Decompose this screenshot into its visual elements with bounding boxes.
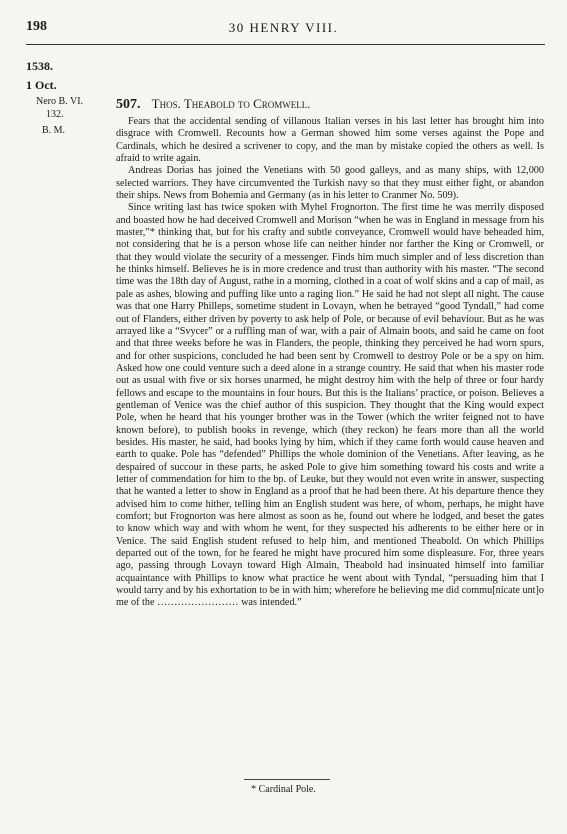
footnote-rule <box>244 779 330 780</box>
running-title: 30 HENRY VIII. <box>228 20 339 35</box>
margin-reference: B. M. <box>42 125 66 136</box>
paragraph: Fears that the accidental sending of villanous Italian verses in his last letter has brought him into disgrace with Cromwell. Recounts how a German showed him some verses against the Pope and Cardinals, which he desired a scrivener to copy, and the man by mistake copied the others as well. Is afraid to write again. <box>116 116 544 165</box>
entry-heading <box>116 96 544 113</box>
paragraph: Since writing last has twice spoken with Myhel Frognorton. The first time he was merrily disposed and boasted how he had deceived Cromwell and Morison “when he was in England in message from his master,”* thinking that, but for his crafty and subtle conveyance, Cromwell would have beheaded him, not considering that he is a person whose life can neither hinder nor farther the King or Cromwell, or that they would violate the security of a messenger. Finds him much simpler and of less discretion than he thinks himself. Believes he is in more credence and trust than authority with his master. “The second time was the 18th day of August, rathe in a morning, clothed in a coat of wolf skins and a cap of mail, as pale as ashes, blowing and puffing like unto a raging lion.” He said he had not slept all night. The cause was that one Harry Philleps, sometime student in Lovayn, when he betrayed “good Tyndall,” had come out of Flanders, either driven by poverty to ask help of Pole, or because of evil behaviour. But as he was arrayed like a “Svycer” or a ruffling man of war, with a pair of Almain boots, and said he came on foot and that three weeks before he was in Flanders, the people, thinking they perceived he had worn spurs, and for other suspicions, concluded he had been sent by Cromwell to destroy Pole or be a spy on him. Asked how one could venture such a deed alone in a strange country. He said that when his master rode out as usual with five or six horses unarmed, he might destroy him with the help of three or four hardy fellows and escape to the mountains in four hours. But this is the Italians’ practice, or poison. Believes a gentleman of Venice was the chief author of this suspicion. They thought that the King would expect Pole, when he heard that his younger brother was in the Tower (which the writer feigned not to have known before), to publish books in revenge, which (they reckon) he fears more than all the world besides. His master, he said, had books lying by him, which if they came forth would cause heaven and earth to quake. Pole has “defended” Phillips the whole dominion of the Venetians. After leaving, as he despaired of succour in these parts, he asked Pole to give him something toward his costs and write a letter of commendation for him to the bp. of Leuke, but they would not even write in answer, suspecting that he wanted a letter to show in England as a proof that he had been there. At his departure thence they advised him to come hither, telling him an English student was here, of whom, perhaps, he might have comfort; but Frognorton was here almost as soon as he, found out where he lodged, and beset the gates to know which way and with whom he went, for they suspected his adherents to be either here or in Venice. The said English student refused to help him, and mentioned Theabold. On which Phillips departed out of the town, for he feared he might have procured him some displeasure. For, three years ago, passing through Lovayn toward High Almain, Theabold had insinuated himself into familiar acquaintance with Phillips to know what practice he went about with Tyndal, “persuading him that I would tarry and by his exhortation to be in with him; wherefore he believing me did commu[nicate unt]o me of the …………………… was intended.” <box>116 202 544 609</box>
entry-number: 507. <box>116 97 141 112</box>
entry-title: Thos. Theabold to Cromwell. <box>151 96 311 111</box>
margin-date: 1 Oct. <box>26 78 57 92</box>
margin-notes <box>22 60 108 137</box>
page-number: 198 <box>26 19 47 34</box>
header-rule <box>26 44 545 45</box>
watermark: · · · · · · · · · <box>536 270 549 622</box>
paragraph: Andreas Dorias has joined the Venetians with 50 good galleys, and as many ships, with 12,000 selected warriors. They have circumvented the Turkish navy so that they must either fight, or abandon their ships. News from Bohemia and Germany (as in his letter to Cranmer No. 509). <box>116 165 544 202</box>
page-header <box>0 0 567 44</box>
margin-reference: Nero B. VI. <box>36 96 84 107</box>
margin-year: 1538. <box>26 59 53 73</box>
footnote: * Cardinal Pole. <box>251 784 316 795</box>
calendar-entry <box>116 96 544 610</box>
entry-text <box>116 116 544 610</box>
margin-reference: 132. <box>46 109 64 120</box>
